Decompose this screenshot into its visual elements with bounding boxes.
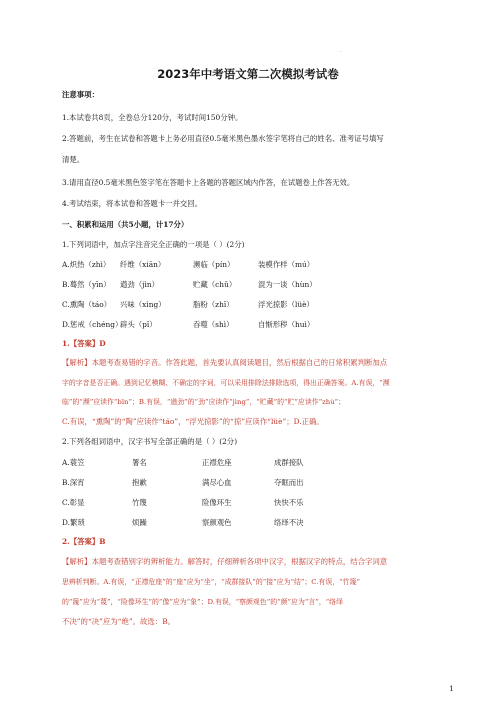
note-1: 1.本试卷共8页，全卷总分120分，考试时间150分钟。 — [62, 113, 243, 122]
q2-option-d3: 察颜观色 — [202, 518, 232, 527]
q1-option-d2: 辟头（pǐ） — [120, 320, 157, 329]
q2-option-b4: 夺眶而出 — [274, 478, 304, 487]
q2-option-b2: 抱歉 — [132, 478, 147, 487]
q1-option-b3: 贮藏（chǔ） — [193, 280, 237, 289]
q2-answer: 2.【答案】B — [62, 537, 106, 546]
q2-option-c4: 快快不乐 — [274, 498, 304, 507]
section-heading: 一、积累和运用（共5小题，计17分） — [62, 220, 189, 229]
note-4: 4.考试结束，将本试卷和答题卡一并交回。 — [62, 199, 203, 208]
q1-option-c1: C.熏陶（táo） — [62, 300, 112, 309]
q2-option-c2: 竹篾 — [132, 498, 147, 507]
q2-option-a3: 正襟危座 — [202, 458, 232, 467]
q1-option-d1: D.惩戒（chéng） — [62, 320, 123, 329]
q1-option-b1: B.蓦然（yīn） — [62, 280, 111, 289]
mark-dot: . — [340, 48, 342, 54]
q2-option-d1: D.繁琐 — [62, 518, 85, 527]
q1-stem: 1.下列词语中，加点字注音完全正确的一项是（ ）(2分) — [62, 240, 245, 249]
page-number: 1 — [449, 684, 454, 693]
q1-option-b2: 遒劲（jìn） — [120, 280, 159, 289]
q1-option-d4: 自惭形秽（huì） — [258, 320, 315, 329]
note-2-cont: 清楚。 — [62, 155, 85, 164]
q2-option-c3: 险像环生 — [202, 498, 232, 507]
q1-option-c2: 兴味（xìng） — [120, 300, 166, 309]
note-2: 2.答题前，考生在试卷和答题卡上务必用直径0.5毫米黑色墨水签字笔将自己的姓名、准考证号填写 — [62, 134, 384, 143]
q2-option-b1: B.深宵 — [62, 478, 85, 487]
notes-heading: 注意事项： — [62, 90, 99, 99]
q2-analysis-line: 【解析】本题考查错别字的辨析能力。解答时，仔细辨析各项中汉字，根据汉字的特点，结合字词意 — [62, 557, 388, 566]
q1-analysis-line: 字的字音是否正确。遇到记忆模糊、不确定的字词，可以采用排除法排除选项，得出正确答案。A.有误，“濒 — [62, 379, 390, 387]
q2-option-a4: 成群接队 — [274, 458, 304, 467]
q2-analysis-line: 思辨析判断。A.有误，“正襟危座”的“座”应为“坐”，“成群接队”的“接”应为“结”；C.有误，“竹篾” — [62, 578, 360, 586]
q1-option-a1: A.炽热（zhì） — [62, 260, 111, 269]
q1-option-a2: 纤维（xiān） — [120, 260, 166, 269]
page-title: 2023年中考语文第二次模拟考试卷 — [157, 67, 339, 81]
q2-analysis-line: 不决”的“决”应为“绝”。故选：B。 — [62, 617, 176, 626]
q1-option-a3: 濒临（pín） — [193, 260, 235, 269]
q1-analysis-line: C.有误，“熏陶”的“陶”应读作“táo”，“浮光掠影”的“掠”应读作“lüè”；D.正确。 — [62, 417, 324, 426]
q1-analysis-line: 临”的“濒”应读作“bīn”；B.有误，“遒劲”的“劲”应读作“jìng”，“贮藏”的“贮”应读作“zhù”； — [62, 398, 346, 406]
q1-answer: 1.【答案】D — [62, 339, 106, 348]
q2-option-c1: C.彰显 — [62, 498, 85, 507]
q1-option-d3: 吞噬（shì） — [193, 320, 234, 329]
q2-option-a1: A.蓑笠 — [62, 458, 85, 467]
q2-option-d4: 络绎不决 — [274, 518, 304, 527]
q1-option-b4: 混为一谈（hùn） — [258, 280, 317, 289]
note-3: 3.请用直径0.5毫米黑色签字笔在答题卡上各题的答题区域内作答，在试题卷上作答无效。 — [62, 178, 355, 187]
q2-option-b3: 满尽心血 — [202, 478, 232, 487]
q1-analysis-line: 【解析】本题考查易错的字音。作答此题，首先要认真阅读题目，然后根据自己的日常积累判断加点 — [62, 358, 388, 367]
q2-option-d2: 烦躁 — [132, 518, 147, 527]
q1-option-a4: 装模作样（mú） — [258, 260, 315, 269]
q2-option-a2: 署名 — [132, 458, 147, 467]
q2-analysis-line: 的“篾”应为“蔑”，“险像环生”的“像”应为“象”；D.有误，“察颜观色”的“颜”应为“言”，“络绎 — [62, 598, 343, 606]
q2-stem: 2.下列各组词语中，汉字书写全部正确的是（ ）(2分) — [62, 437, 238, 446]
q1-option-c3: 脂粉（zhǐ） — [193, 300, 234, 309]
q1-option-c4: 浮光掠影（lüè） — [258, 300, 314, 309]
